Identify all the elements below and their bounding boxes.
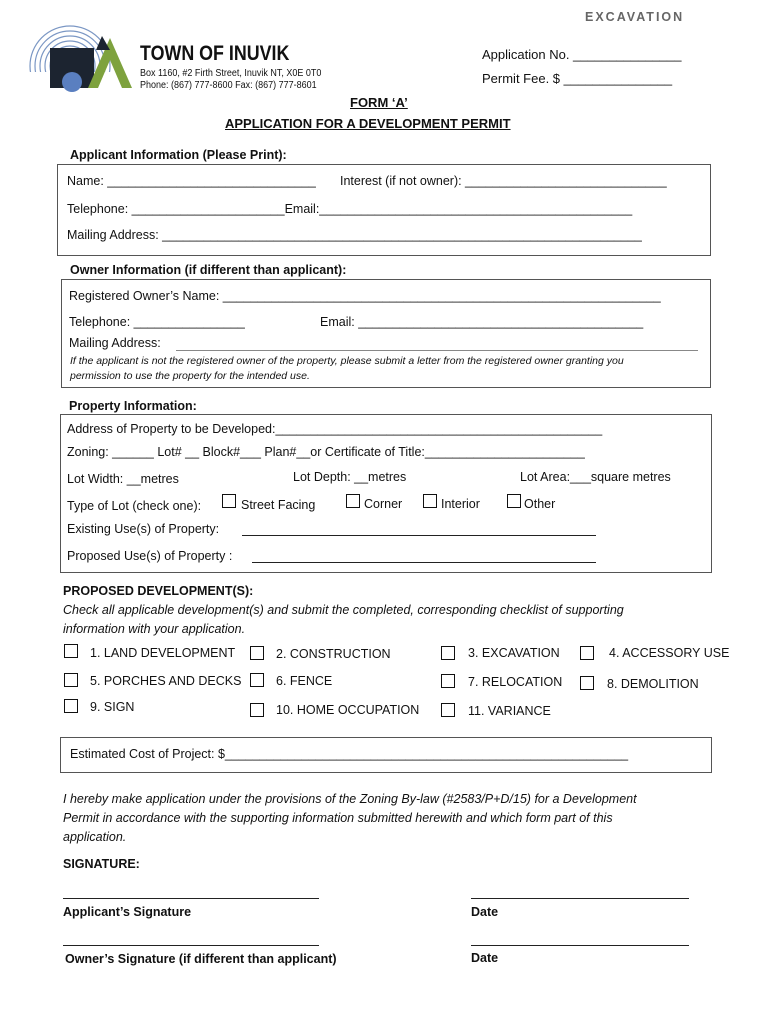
relocation-label: 7. RELOCATION xyxy=(468,675,563,689)
excavation-label: 3. EXCAVATION xyxy=(468,646,560,660)
declaration-line1: I hereby make application under the provisions of the Zoning By-law (#2583/P+D/15) for a Development xyxy=(63,792,637,806)
applicant-mailing-field[interactable]: Mailing Address: _____________________________________________________________________ xyxy=(67,228,642,242)
land-development-label: 1. LAND DEVELOPMENT xyxy=(90,646,236,660)
owner-date-line[interactable] xyxy=(471,945,689,946)
demolition-checkbox[interactable] xyxy=(580,676,594,690)
excavation-checkbox[interactable] xyxy=(441,646,455,660)
street-facing-label: Street Facing xyxy=(241,498,316,512)
lot-area-field[interactable]: Lot Area:___square metres xyxy=(520,470,671,484)
proposed-instructions-line2: information with your application. xyxy=(63,622,246,636)
other-checkbox[interactable] xyxy=(507,494,521,508)
relocation-checkbox[interactable] xyxy=(441,674,455,688)
property-address-field[interactable]: Address of Property to be Developed:_______________________________________________ xyxy=(67,422,603,436)
applicant-signature-line[interactable] xyxy=(63,898,319,899)
town-logo xyxy=(26,16,136,92)
application-no-field[interactable]: Application No. _______________ xyxy=(482,47,682,62)
demolition-label: 8. DEMOLITION xyxy=(607,677,699,691)
proposed-use-label: Proposed Use(s) of Property : xyxy=(67,549,233,563)
accessory-use-label: 4. ACCESSORY USE xyxy=(609,646,730,660)
applicant-signature-label: Applicant’s Signature xyxy=(63,905,192,919)
existing-use-label: Existing Use(s) of Property: xyxy=(67,522,220,536)
applicant-heading: Applicant Information (Please Print): xyxy=(70,148,287,162)
land-development-checkbox[interactable] xyxy=(64,644,78,658)
porches-decks-checkbox[interactable] xyxy=(64,673,78,687)
construction-label: 2. CONSTRUCTION xyxy=(276,647,391,661)
sign-checkbox[interactable] xyxy=(64,699,78,713)
construction-checkbox[interactable] xyxy=(250,646,264,660)
owner-telephone-field[interactable]: Telephone: ________________ xyxy=(69,315,245,329)
applicant-interest-field[interactable]: Interest (if not owner): _____________________________ xyxy=(340,174,667,188)
porches-decks-label: 5. PORCHES AND DECKS xyxy=(90,674,242,688)
form-label: FORM ‘A’ xyxy=(350,95,408,110)
home-occupation-label: 10. HOME OCCUPATION xyxy=(276,703,420,717)
owner-date-label: Date xyxy=(471,951,499,965)
corner-checkbox[interactable] xyxy=(346,494,360,508)
org-address: Box 1160, #2 Firth Street, Inuvik NT, X0E 0T0 xyxy=(140,68,322,79)
form-category: EXCAVATION xyxy=(585,10,685,24)
owner-email-field[interactable]: Email: _________________________________________ xyxy=(320,315,644,329)
street-facing-checkbox[interactable] xyxy=(222,494,236,508)
proposed-heading: PROPOSED DEVELOPMENT(S): xyxy=(63,584,254,598)
variance-checkbox[interactable] xyxy=(441,703,455,717)
applicant-telephone-email-field[interactable]: Telephone: ______________________Email:_____________________________________________ xyxy=(67,202,633,216)
applicant-date-line[interactable] xyxy=(471,898,689,899)
sign-label: 9. SIGN xyxy=(90,700,135,714)
permit-fee-field[interactable]: Permit Fee. $ _______________ xyxy=(482,71,673,86)
fence-label: 6. FENCE xyxy=(276,674,333,688)
lot-width-field[interactable]: Lot Width: __metres xyxy=(67,472,179,486)
interior-checkbox[interactable] xyxy=(423,494,437,508)
owner-signature-label: Owner’s Signature (if different than applicant) xyxy=(65,952,337,966)
org-phone-fax: Phone: (867) 777-8600 Fax: (867) 777-8601 xyxy=(140,80,317,91)
owner-mailing-label: Mailing Address: xyxy=(69,336,161,350)
page-title: APPLICATION FOR A DEVELOPMENT PERMIT xyxy=(225,116,511,131)
owner-heading: Owner Information (if different than applicant): xyxy=(70,263,347,277)
variance-label: 11. VARIANCE xyxy=(468,704,551,718)
home-occupation-checkbox[interactable] xyxy=(250,703,264,717)
interior-label: Interior xyxy=(441,497,480,511)
zoning-field[interactable]: Zoning: ______ Lot# __ Block#___ Plan#__or Certificate of Title:_______________________ xyxy=(67,445,585,459)
estimated-cost-field[interactable]: Estimated Cost of Project: $__________________________________________________________ xyxy=(70,747,629,761)
org-name: TOWN OF INUVIK xyxy=(140,42,290,65)
existing-use-line[interactable] xyxy=(242,535,596,536)
owner-note-line1: If the applicant is not the registered owner of the property, please submit a letter from the registered owner granting you xyxy=(70,355,624,367)
owner-name-field[interactable]: Registered Owner’s Name: _______________________________________________________________ xyxy=(69,289,661,303)
proposed-instructions-line1: Check all applicable development(s) and submit the completed, corresponding checklist of supporting xyxy=(63,603,624,617)
property-heading: Property Information: xyxy=(69,399,197,413)
owner-mailing-line[interactable] xyxy=(176,350,698,351)
declaration-line2: Permit in accordance with the supporting information submitted herewith and which form part of this xyxy=(63,811,613,825)
fence-checkbox[interactable] xyxy=(250,673,264,687)
declaration-line3: application. xyxy=(63,830,127,844)
proposed-use-line[interactable] xyxy=(252,562,596,563)
corner-label: Corner xyxy=(364,497,403,511)
lot-depth-field[interactable]: Lot Depth: __metres xyxy=(293,470,407,484)
accessory-use-checkbox[interactable] xyxy=(580,646,594,660)
type-of-lot-label: Type of Lot (check one): xyxy=(67,499,202,513)
signature-heading: SIGNATURE: xyxy=(63,857,140,871)
owner-note-line2: permission to use the property for the intended use. xyxy=(70,370,310,382)
owner-signature-line[interactable] xyxy=(63,945,319,946)
applicant-date-label: Date xyxy=(471,905,499,919)
other-label: Other xyxy=(524,497,556,511)
applicant-name-field[interactable]: Name: ______________________________ xyxy=(67,174,316,188)
